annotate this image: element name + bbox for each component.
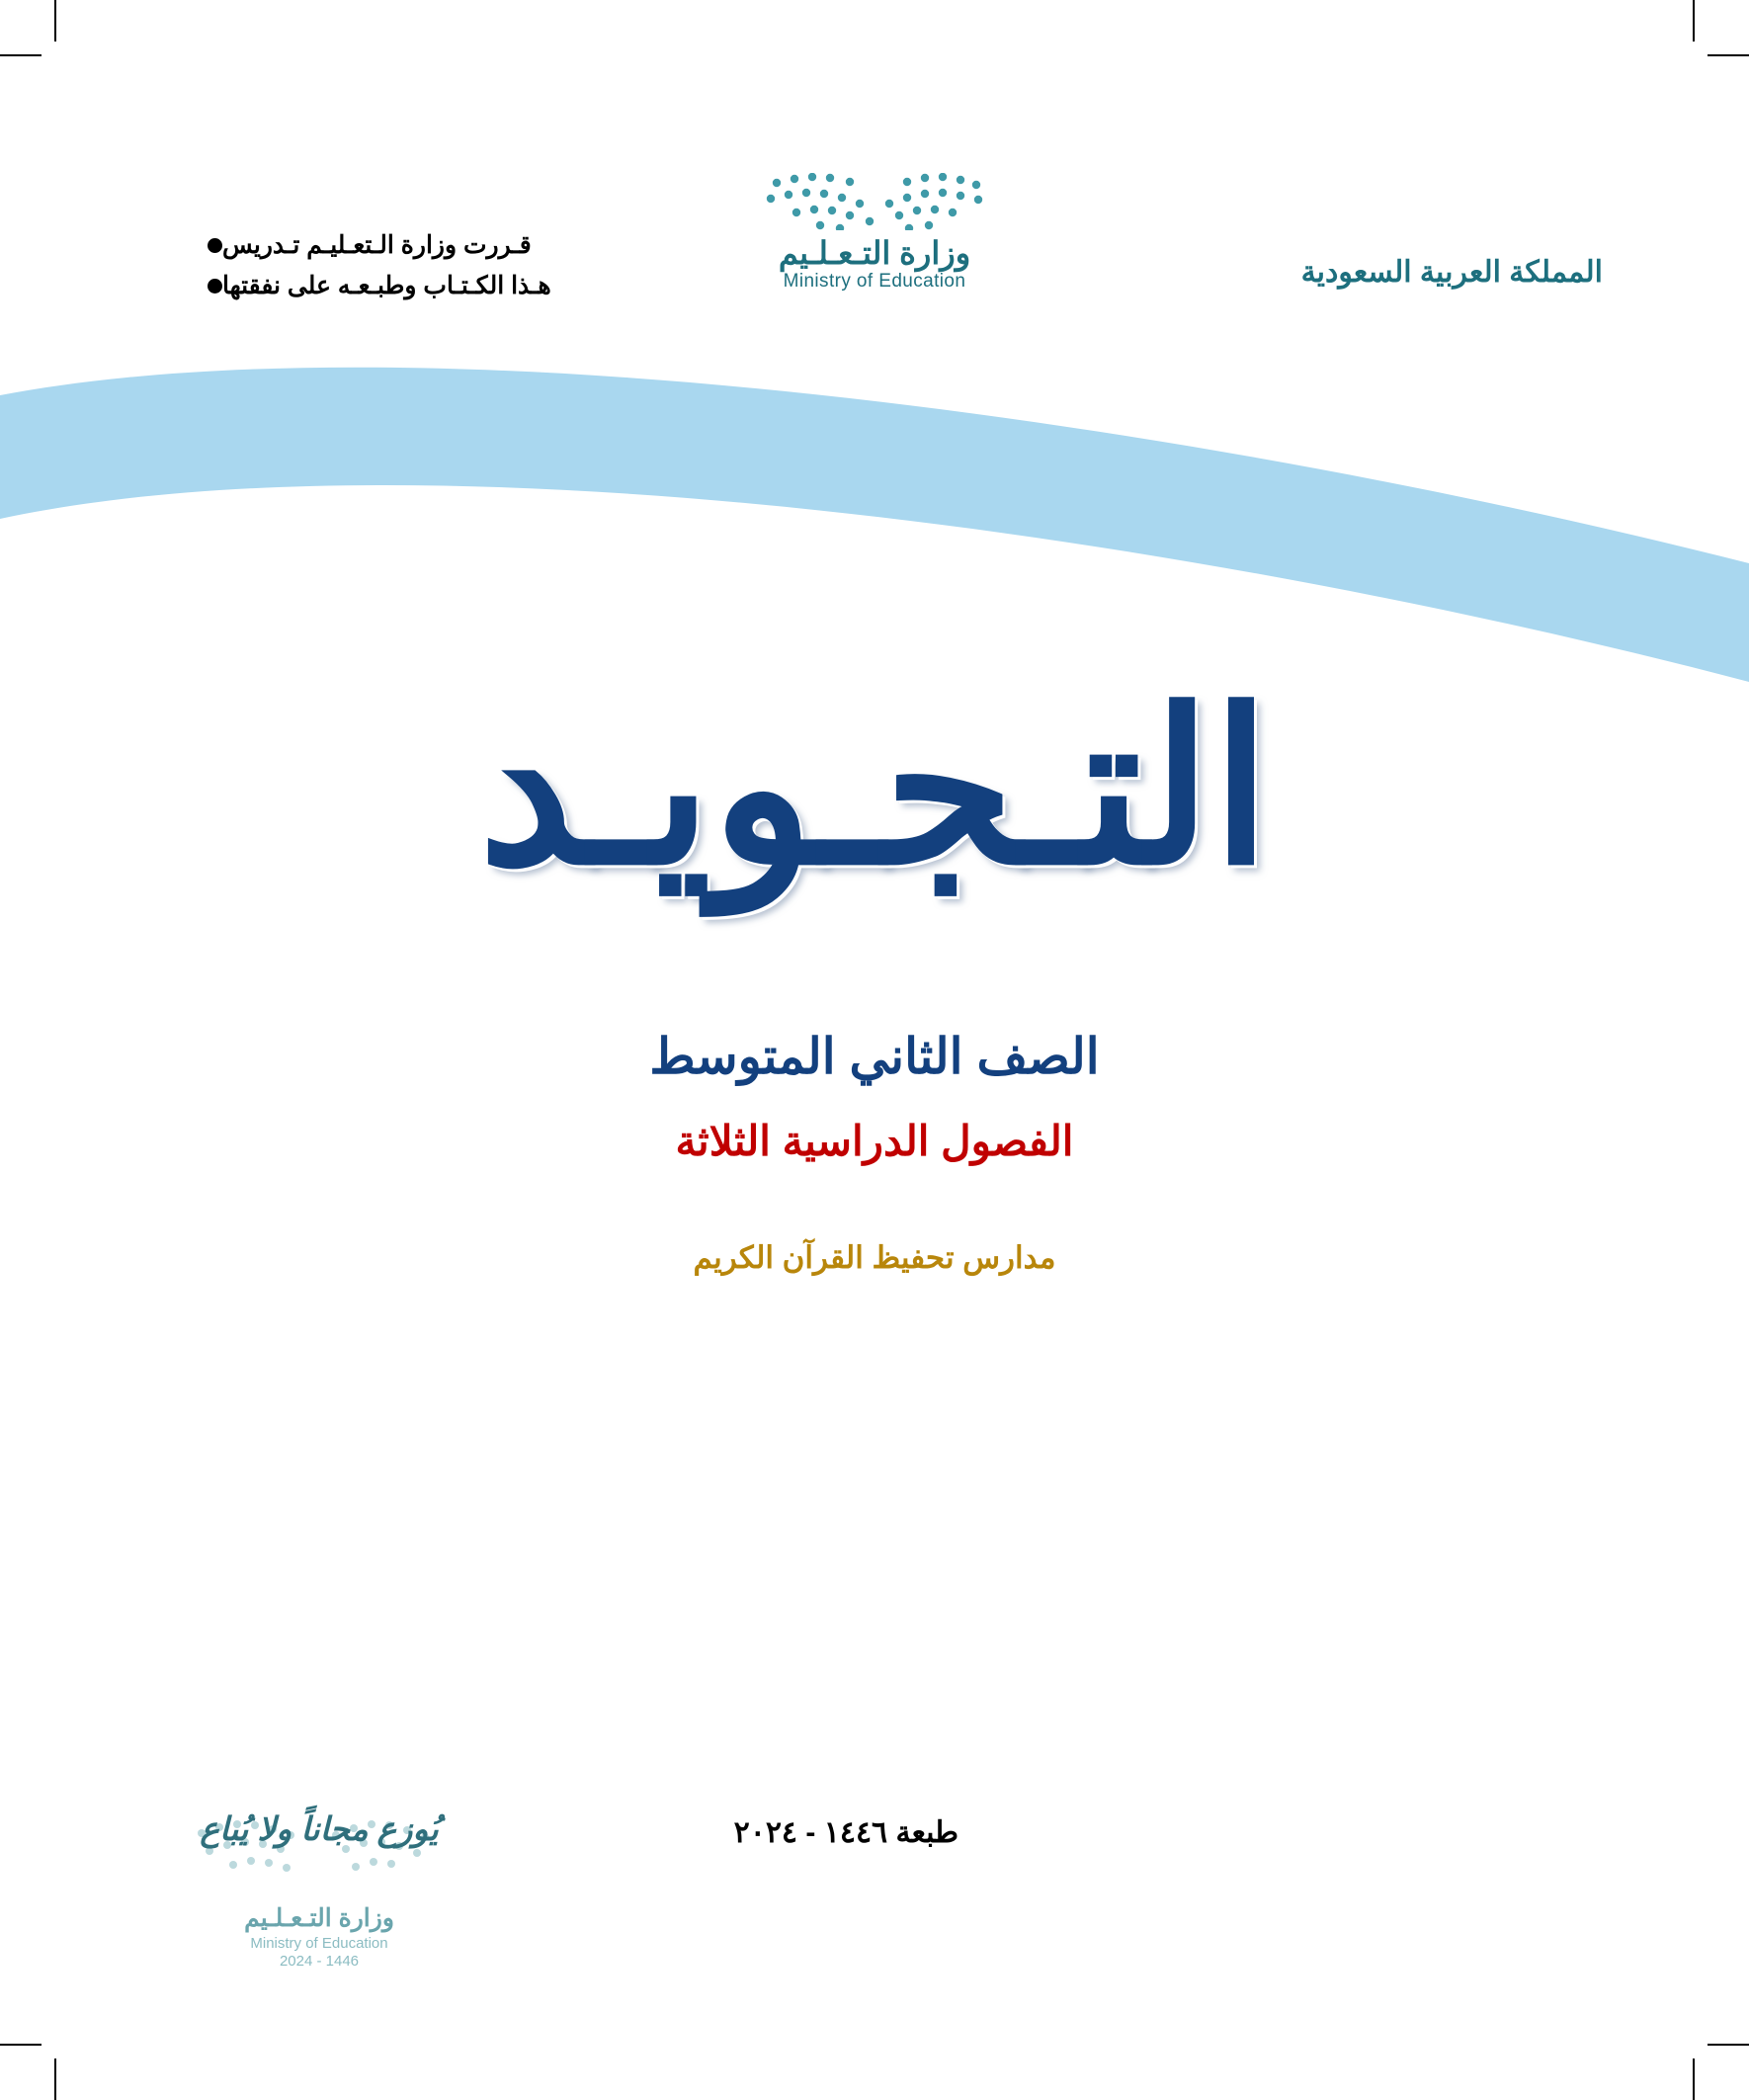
decorative-swoosh: [0, 356, 1749, 682]
decision-line-2: هـذا الكـتـاب وطبـعـه على نفقتها: [222, 272, 551, 300]
ministry-name-english: Ministry of Education: [783, 271, 966, 293]
footer-ministry-name-arabic: وزارة التـعـلـيم: [244, 1904, 394, 1933]
grade-subtitle: الصف الثاني المتوسط: [649, 1029, 1100, 1084]
ministry-name-arabic: وزارة التـعـلـيم: [778, 235, 971, 271]
decision-line-1: قـررت وزارة الـتعـليـم تـدريس: [222, 231, 532, 259]
edition-label: طبعة ١٤٤٦ - ٢٠٢٤: [733, 1816, 958, 1849]
crop-mark-bottom-right-vertical: [1693, 2058, 1695, 2100]
decision-line-1-row: [194, 225, 551, 266]
footer-ministry-logo: [176, 1903, 462, 1972]
terms-subtitle: الفصول الدراسية الثلاثة: [675, 1118, 1074, 1164]
ministry-logo: [726, 173, 1023, 293]
decision-line-2-row: [194, 266, 551, 306]
free-distribution-text: يُوزع مجاناً ولا يُباع: [200, 1810, 439, 1847]
bullet-icon: [208, 279, 222, 294]
crop-mark-bottom-right-horizontal: [1707, 2044, 1749, 2046]
page-title: التـجـويـد: [478, 669, 1271, 907]
crop-mark-top-right-horizontal: [1707, 54, 1749, 56]
ministry-logo-dots-icon: [761, 173, 988, 230]
bullet-icon: [208, 238, 222, 253]
footer-ministry-name-english: Ministry of Education: [250, 1934, 388, 1952]
crop-mark-top-left-vertical: [54, 0, 56, 42]
footer-years: 2024 - 1446: [279, 1953, 360, 1971]
crop-mark-bottom-left-horizontal: [0, 2044, 42, 2046]
crop-mark-bottom-left-vertical: [54, 2058, 56, 2100]
kingdom-name: المملكة العربية السعودية: [1300, 256, 1603, 289]
schools-subtitle: مدارس تحفيظ القرآن الكريم: [693, 1240, 1056, 1275]
crop-mark-top-right-vertical: [1693, 0, 1695, 42]
ministry-decision-notice: [194, 225, 551, 307]
crop-mark-top-left-horizontal: [0, 54, 42, 56]
